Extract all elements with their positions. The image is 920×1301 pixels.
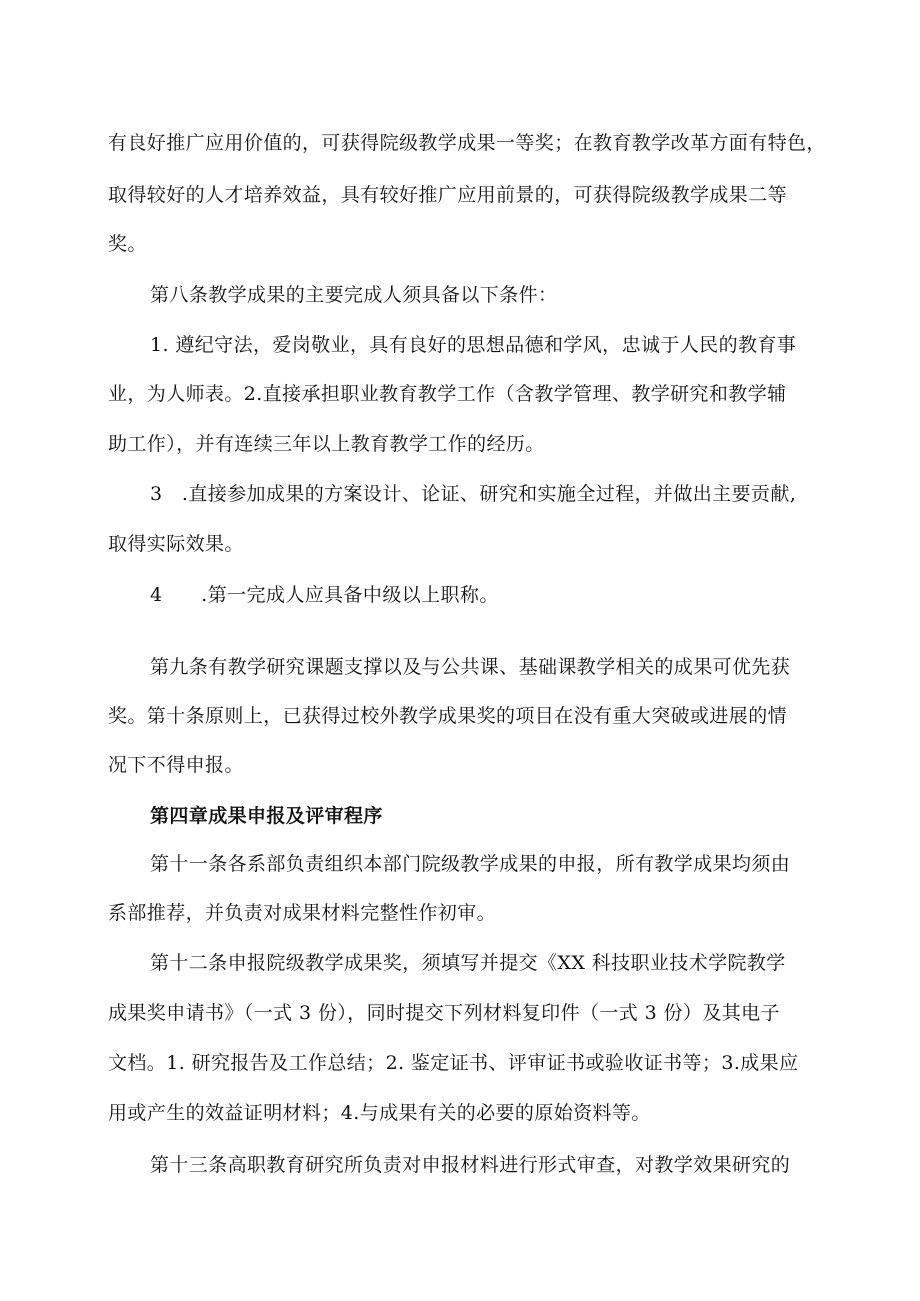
chapter-heading: 第四章成果申报及评审程序 [150, 805, 383, 827]
paragraph-line: 第十一条各系部负责组织本部门院级教学成果的申报，所有教学成果均须由 [150, 853, 791, 875]
paragraph-line: 助工作），并有连续三年以上教育教学工作的经历。 [108, 433, 545, 455]
paragraph-line: 奖。 [108, 233, 147, 255]
paragraph-line: 况下不得申报。 [108, 754, 244, 776]
paragraph-line: 第九条有教学研究课题支撑以及与公共课、基础课教学相关的成果可优先获 [150, 656, 791, 678]
paragraph-line: 用或产生的效益证明材料；4.与成果有关的必要的原始资料等。 [108, 1102, 651, 1124]
article-8-heading: 第八条教学成果的主要完成人须具备以下条件： [150, 284, 558, 306]
paragraph-line: 第十二条申报院级教学成果奖，须填写并提交《XX 科技职业技术学院教学 [150, 952, 786, 974]
paragraph-line: 业，为人师表。2.直接承担职业教育教学工作（含教学管理、教学研究和教学辅 [108, 383, 787, 405]
paragraph-line: 有良好推广应用价值的，可获得院级教学成果一等奖；在教育教学改革方面有特色， [108, 132, 826, 154]
paragraph-line: 4 .第一完成人应具备中级以上职称。 [150, 584, 499, 606]
paragraph-line: 取得较好的人才培养效益，具有较好推广应用前景的，可获得院级教学成果二等 [108, 184, 788, 206]
paragraph-line: 文档。1. 研究报告及工作总结；2. 鉴定证书、评审证书或验收证书等；3.成果应 [108, 1052, 799, 1074]
paragraph-line: 取得实际效果。 [108, 533, 244, 555]
paragraph-line: 1. 遵纪守法，爱岗敬业，具有良好的思想品德和学风，忠诚于人民的教育事 [150, 334, 797, 356]
paragraph-line: 3 .直接参加成果的方案设计、论证、研究和实施全过程，并做出主要贡献, [150, 483, 797, 505]
paragraph-line: 第十三条高职教育研究所负责对申报材料进行形式审查，对教学效果研究的 [150, 1154, 791, 1176]
paragraph-line: 系部推荐，并负责对成果材料完整性作初审。 [108, 902, 497, 924]
paragraph-line: 奖。第十条原则上，已获得过校外教学成果奖的项目在没有重大突破或进展的情 [108, 705, 788, 727]
paragraph-line: 成果奖申请书》（一式 3 份），同时提交下列材料复印件（一式 3 份）及其电子 [108, 1002, 780, 1024]
